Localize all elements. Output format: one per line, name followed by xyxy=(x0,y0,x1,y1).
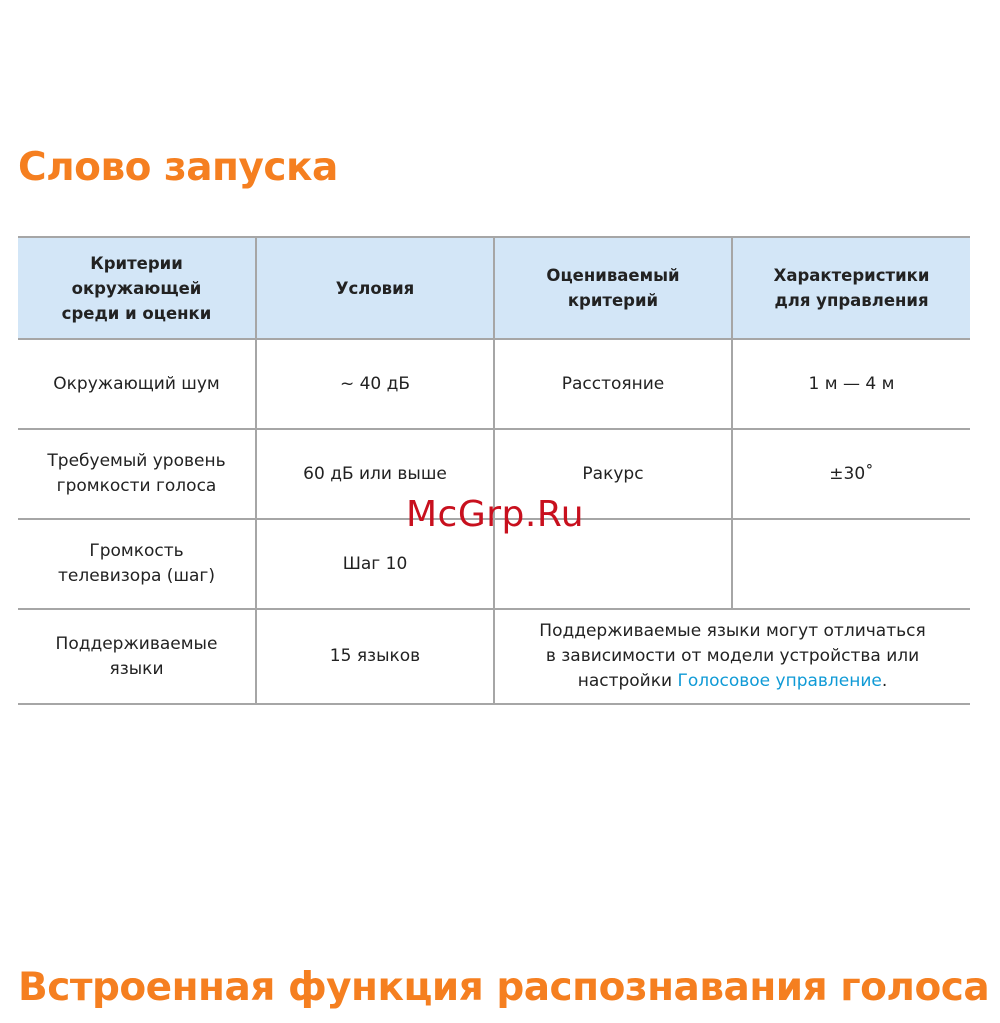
cell-characteristic xyxy=(732,519,970,609)
header-line: Характеристики xyxy=(773,266,930,285)
header-line: Условия xyxy=(335,278,415,298)
header-environment-criteria xyxy=(18,237,256,339)
cell-criterion xyxy=(18,519,256,609)
cell-text: языки xyxy=(109,658,164,679)
cell-text: Окружающий шум xyxy=(53,373,220,394)
cell-criterion xyxy=(18,339,256,429)
watermark: McGrp.Ru xyxy=(406,494,585,535)
note-line: в зависимости от модели устройства или xyxy=(545,646,920,666)
note-suffix: . xyxy=(881,671,888,691)
cell-condition: 15 языков xyxy=(256,609,494,704)
cell-criterion xyxy=(18,429,256,519)
section-title-builtin-recognition: Встроенная функция распознавания голоса xyxy=(18,965,990,1010)
note-line: Поддерживаемые языки могут отличаться xyxy=(539,621,926,641)
section-title-wake-word: Слово запуска xyxy=(18,145,338,190)
header-line: для управления xyxy=(774,291,929,310)
table-row xyxy=(18,339,970,429)
cell-characteristic: 1 м — 4 м xyxy=(732,339,970,429)
header-line: среди и оценки xyxy=(61,303,212,323)
cell-text: Требуемый уровень xyxy=(47,451,226,471)
cell-text: телевизора (шаг) xyxy=(58,566,215,586)
cell-criterion xyxy=(18,609,256,704)
cell-condition: ~ 40 дБ xyxy=(256,339,494,429)
table-row xyxy=(18,609,970,704)
cell-text: Громкость xyxy=(89,541,184,561)
header-line: критерий xyxy=(567,291,659,310)
cell-evaluated: Расстояние xyxy=(494,339,732,429)
header-evaluated-criterion xyxy=(494,237,732,339)
cell-text: Поддерживаемые xyxy=(55,633,218,654)
cell-evaluated: Ракурс xyxy=(494,429,732,519)
header-conditions xyxy=(256,237,494,339)
note-prefix: настройки xyxy=(577,671,678,691)
wake-word-spec-table xyxy=(18,236,970,705)
table-header-row xyxy=(18,237,970,339)
cell-condition: Шаг 10 xyxy=(256,519,494,609)
header-line: Критерии окружающей xyxy=(71,253,202,298)
header-line: Оцениваемый xyxy=(546,266,680,285)
voice-control-link[interactable]: Голосовое управление xyxy=(677,671,882,691)
header-control-characteristics xyxy=(732,237,970,339)
cell-text: громкости голоса xyxy=(56,476,217,496)
cell-characteristic: ±30˚ xyxy=(732,429,970,519)
cell-condition: 60 дБ или выше xyxy=(256,429,494,519)
cell-languages-note xyxy=(494,609,970,704)
